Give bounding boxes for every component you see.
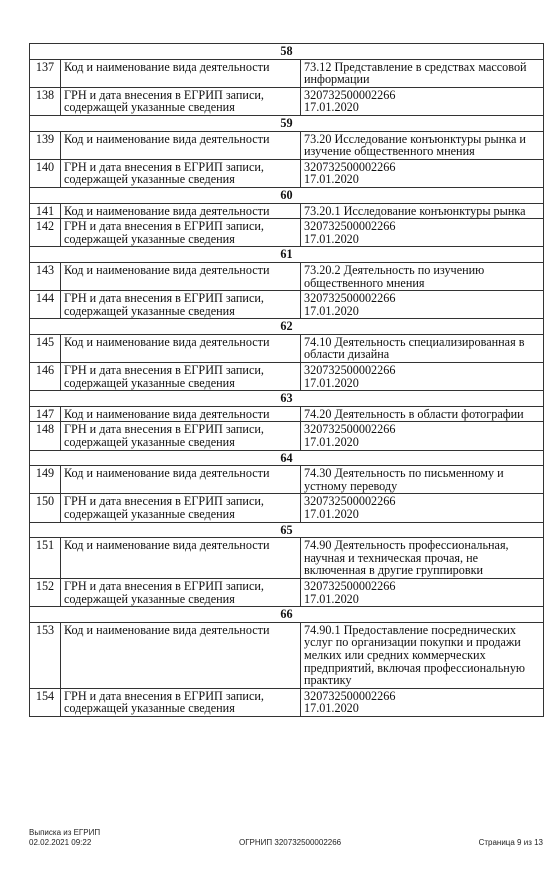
row-number: 148	[30, 422, 61, 450]
field-name: Код и наименование вида деятельности	[61, 538, 301, 579]
field-value: 320732500002266 17.01.2020	[301, 422, 544, 450]
field-value: 320732500002266 17.01.2020	[301, 578, 544, 606]
section-header-row	[30, 187, 544, 203]
section-header-row	[30, 44, 544, 60]
row-number: 143	[30, 262, 61, 290]
field-value: 73.20 Исследование конъюнктуры рынка и изучение общественного мнения	[301, 131, 544, 159]
table-body	[30, 44, 544, 717]
field-name: Код и наименование вида деятельности	[61, 262, 301, 290]
field-name: ГРН и дата внесения в ЕГРИП записи, содержащей указанные сведения	[61, 494, 301, 522]
row-number: 154	[30, 688, 61, 716]
field-value: 74.10 Деятельность специализированная в области дизайна	[301, 334, 544, 362]
row-number: 145	[30, 334, 61, 362]
section-number: 64	[30, 450, 544, 466]
footer-document-info	[29, 828, 100, 848]
field-value: 73.20.2 Деятельность по изучению общественного мнения	[301, 262, 544, 290]
section-number: 63	[30, 391, 544, 407]
section-header-row	[30, 450, 544, 466]
field-value: 320732500002266 17.01.2020	[301, 363, 544, 391]
table-row	[30, 87, 544, 115]
field-name: Код и наименование вида деятельности	[61, 334, 301, 362]
field-name: ГРН и дата внесения в ЕГРИП записи, содержащей указанные сведения	[61, 363, 301, 391]
field-value: 73.12 Представление в средствах массовой информации	[301, 59, 544, 87]
row-number: 137	[30, 59, 61, 87]
field-name: ГРН и дата внесения в ЕГРИП записи, содержащей указанные сведения	[61, 219, 301, 247]
table-row	[30, 406, 544, 422]
egrip-activities-table	[29, 43, 544, 717]
section-number: 60	[30, 187, 544, 203]
section-number: 66	[30, 607, 544, 623]
field-name: Код и наименование вида деятельности	[61, 59, 301, 87]
field-value: 320732500002266 17.01.2020	[301, 219, 544, 247]
field-value: 320732500002266 17.01.2020	[301, 291, 544, 319]
table-row	[30, 59, 544, 87]
field-name: Код и наименование вида деятельности	[61, 131, 301, 159]
row-number: 142	[30, 219, 61, 247]
field-name: Код и наименование вида деятельности	[61, 622, 301, 688]
table-row	[30, 159, 544, 187]
section-number: 62	[30, 319, 544, 335]
table-row	[30, 203, 544, 219]
row-number: 149	[30, 466, 61, 494]
row-number: 140	[30, 159, 61, 187]
section-number: 65	[30, 522, 544, 538]
row-number: 153	[30, 622, 61, 688]
table-row	[30, 363, 544, 391]
table-row	[30, 291, 544, 319]
row-number: 151	[30, 538, 61, 579]
table-row	[30, 131, 544, 159]
field-value: 74.90.1 Предоставление посреднических услуг по организации покупки и продажи мелких или средних коммерческих предприятий, включая профессиональную практику	[301, 622, 544, 688]
field-value: 74.20 Деятельность в области фотографии	[301, 406, 544, 422]
table-row	[30, 688, 544, 716]
row-number: 138	[30, 87, 61, 115]
row-number: 141	[30, 203, 61, 219]
table-row	[30, 219, 544, 247]
section-number: 59	[30, 115, 544, 131]
field-name: ГРН и дата внесения в ЕГРИП записи, содержащей указанные сведения	[61, 159, 301, 187]
row-number: 152	[30, 578, 61, 606]
field-name: ГРН и дата внесения в ЕГРИП записи, содержащей указанные сведения	[61, 291, 301, 319]
table-row	[30, 466, 544, 494]
field-value: 320732500002266 17.01.2020	[301, 159, 544, 187]
row-number: 150	[30, 494, 61, 522]
field-name: Код и наименование вида деятельности	[61, 466, 301, 494]
section-number: 58	[30, 44, 544, 60]
table-row	[30, 262, 544, 290]
field-name: ГРН и дата внесения в ЕГРИП записи, содержащей указанные сведения	[61, 688, 301, 716]
table-row	[30, 538, 544, 579]
section-header-row	[30, 607, 544, 623]
footer-document-title: Выписка из ЕГРИП	[29, 828, 101, 837]
field-value: 320732500002266 17.01.2020	[301, 87, 544, 115]
row-number: 139	[30, 131, 61, 159]
section-header-row	[30, 115, 544, 131]
field-name: ГРН и дата внесения в ЕГРИП записи, содержащей указанные сведения	[61, 578, 301, 606]
field-name: ГРН и дата внесения в ЕГРИП записи, содержащей указанные сведения	[61, 87, 301, 115]
field-name: Код и наименование вида деятельности	[61, 203, 301, 219]
row-number: 144	[30, 291, 61, 319]
footer-document-datetime: 02.02.2021 09:22	[29, 838, 92, 847]
table-row	[30, 334, 544, 362]
section-header-row	[30, 522, 544, 538]
field-value: 74.30 Деятельность по письменному и устному переводу	[301, 466, 544, 494]
field-value: 320732500002266 17.01.2020	[301, 494, 544, 522]
row-number: 147	[30, 406, 61, 422]
field-value: 74.90 Деятельность профессиональная, научная и техническая прочая, не включенная в другие группировки	[301, 538, 544, 579]
footer-page-number: Страница 9 из 13	[478, 838, 543, 847]
table-row	[30, 422, 544, 450]
section-header-row	[30, 247, 544, 263]
field-value: 320732500002266 17.01.2020	[301, 688, 544, 716]
field-name: ГРН и дата внесения в ЕГРИП записи, содержащей указанные сведения	[61, 422, 301, 450]
table-row	[30, 578, 544, 606]
row-number: 146	[30, 363, 61, 391]
field-value: 73.20.1 Исследование конъюнктуры рынка	[301, 203, 544, 219]
section-header-row	[30, 319, 544, 335]
section-number: 61	[30, 247, 544, 263]
table-row	[30, 494, 544, 522]
section-header-row	[30, 391, 544, 407]
footer-ogrnip: ОГРНИП 320732500002266	[239, 838, 342, 847]
field-name: Код и наименование вида деятельности	[61, 406, 301, 422]
table-row	[30, 622, 544, 688]
